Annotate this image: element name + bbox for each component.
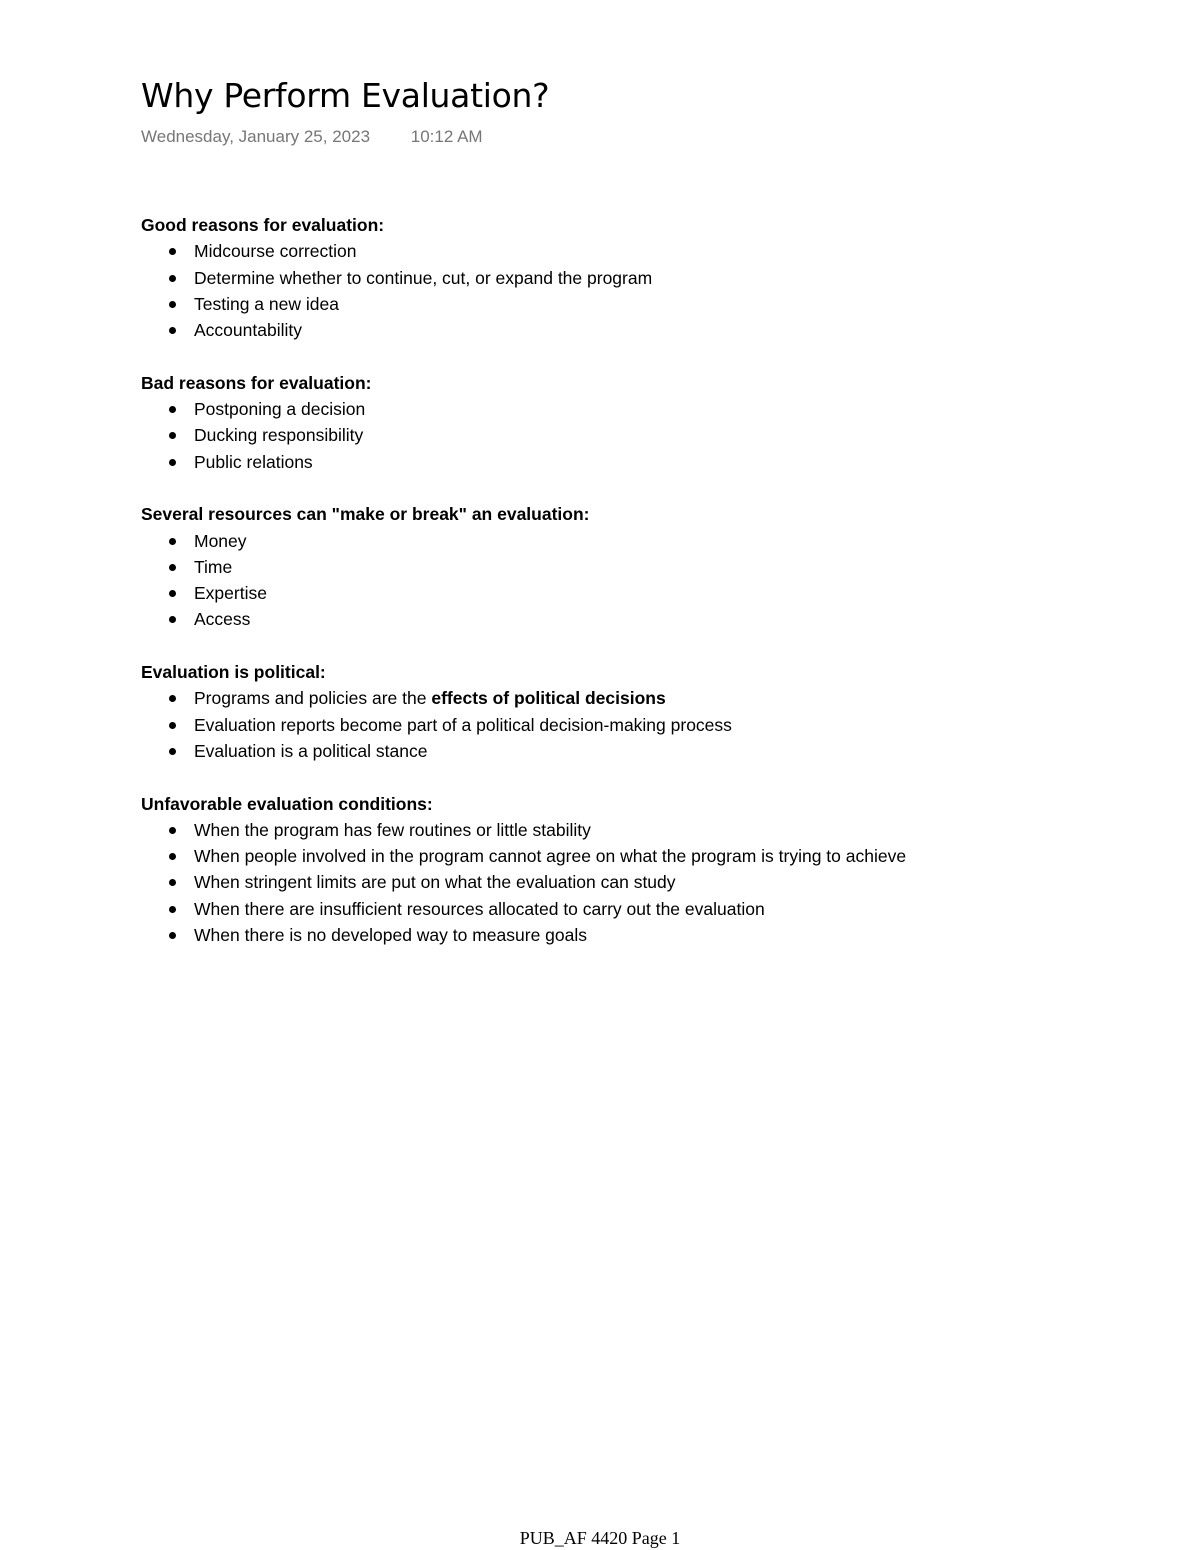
list-item <box>141 685 1061 711</box>
bullet-icon <box>169 327 176 334</box>
bullet-icon <box>169 853 176 860</box>
page-meta <box>141 126 483 148</box>
list-item-text: Accountability <box>194 320 302 341</box>
bullet-icon <box>169 564 176 571</box>
list-item <box>141 238 1061 264</box>
bullet-icon <box>169 459 176 466</box>
bullet-list <box>141 817 1061 948</box>
section-bad-reasons <box>141 370 1061 475</box>
list-item-text: Public relations <box>194 451 313 472</box>
note-content <box>141 212 1061 975</box>
list-item-text: Programs and policies are the <box>194 688 432 709</box>
list-item-text: Ducking responsibility <box>194 425 364 446</box>
list-item <box>141 554 1061 580</box>
list-item-text: Time <box>194 556 233 577</box>
list-item <box>141 422 1061 448</box>
bullet-icon <box>169 590 176 597</box>
bullet-icon <box>169 432 176 439</box>
page-time: 10:12 AM <box>410 127 483 146</box>
list-item-text: Postponing a decision <box>194 399 366 420</box>
bullet-icon <box>169 695 176 702</box>
list-item <box>141 922 1061 948</box>
list-item-text: Money <box>194 530 247 551</box>
list-item <box>141 896 1061 922</box>
bullet-icon <box>169 406 176 413</box>
list-item <box>141 869 1061 895</box>
page-footer: PUB_AF 4420 Page 1 <box>519 1528 681 1548</box>
list-item-emphasis: effects of political decisions <box>431 688 666 709</box>
bullet-list <box>141 238 1061 343</box>
bullet-list <box>141 685 1061 764</box>
bullet-icon <box>169 248 176 255</box>
section-heading: Several resources can "make or break" an evaluation: <box>141 504 590 525</box>
list-item-text: When there are insufficient resources allocated to carry out the evaluation <box>194 898 765 919</box>
bullet-icon <box>169 932 176 939</box>
list-item <box>141 317 1061 343</box>
list-item-text: When the program has few routines or little stability <box>194 819 591 840</box>
list-item-text: Evaluation reports become part of a political decision-making process <box>194 714 732 735</box>
bullet-icon <box>169 538 176 545</box>
section-political <box>141 659 1061 764</box>
bullet-icon <box>169 748 176 755</box>
page-date: Wednesday, January 25, 2023 <box>141 127 371 146</box>
list-item <box>141 449 1061 475</box>
list-item <box>141 291 1061 317</box>
list-item-text: When there is no developed way to measure goals <box>194 925 588 946</box>
list-item-text: Midcourse correction <box>194 241 357 262</box>
section-resources <box>141 501 1061 632</box>
list-item-text: Evaluation is a political stance <box>194 740 428 761</box>
list-item <box>141 712 1061 738</box>
list-item <box>141 738 1061 764</box>
bullet-icon <box>169 906 176 913</box>
list-item <box>141 580 1061 606</box>
bullet-icon <box>169 827 176 834</box>
bullet-icon <box>169 616 176 623</box>
list-item-text: When people involved in the program cannot agree on what the program is trying to achieve <box>194 846 907 867</box>
bullet-icon <box>169 301 176 308</box>
list-item <box>141 843 1061 869</box>
section-good-reasons <box>141 212 1061 343</box>
bullet-icon <box>169 722 176 729</box>
list-item <box>141 817 1061 843</box>
list-item-text: Determine whether to continue, cut, or expand the program <box>194 267 653 288</box>
list-item <box>141 528 1061 554</box>
section-heading: Evaluation is political: <box>141 662 326 683</box>
list-item <box>141 265 1061 291</box>
list-item <box>141 606 1061 632</box>
list-item-text: Access <box>194 609 251 630</box>
section-heading: Good reasons for evaluation: <box>141 215 385 235</box>
list-item-text: Testing a new idea <box>194 293 339 314</box>
page-title: Why Perform Evaluation? <box>141 76 550 115</box>
section-unfavorable-conditions <box>141 791 1061 949</box>
bullet-list <box>141 528 1061 633</box>
list-item-text: When stringent limits are put on what the evaluation can study <box>194 872 676 893</box>
section-heading: Unfavorable evaluation conditions: <box>141 793 433 814</box>
bullet-icon <box>169 879 176 886</box>
list-item-text: Expertise <box>194 583 267 604</box>
bullet-icon <box>169 275 176 282</box>
list-item <box>141 396 1061 422</box>
section-heading: Bad reasons for evaluation: <box>141 372 372 393</box>
bullet-list <box>141 396 1061 475</box>
